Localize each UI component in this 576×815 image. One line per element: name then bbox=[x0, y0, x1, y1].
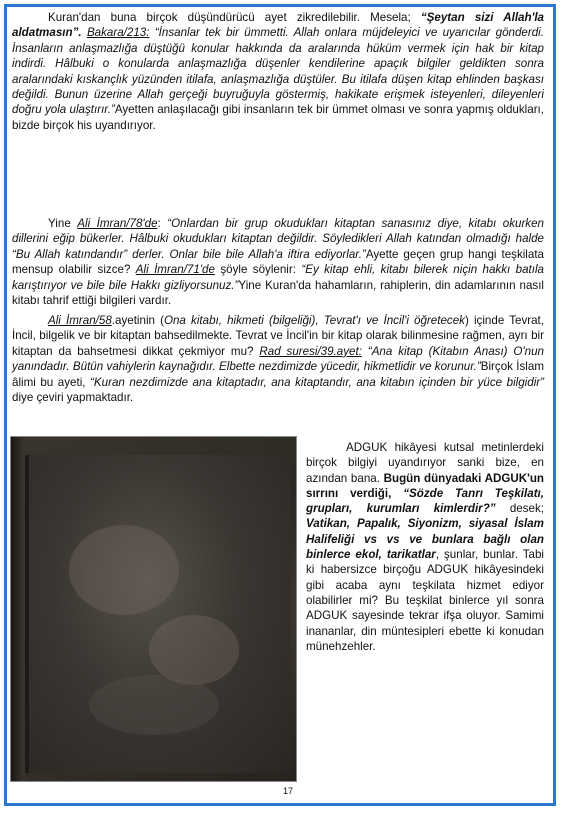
p3-text-4: diye çeviri yapmaktadır. bbox=[12, 391, 134, 405]
p2-reference-2: Ali İmran/71'de bbox=[135, 263, 215, 277]
p3-reference-1: Ali İmran/58 bbox=[48, 314, 112, 327]
p2-question: Ayette geçen grup hangi teşkilata mensup olabilir sizce? bbox=[12, 247, 545, 277]
book-spine bbox=[11, 437, 25, 781]
p2-colon: : bbox=[157, 217, 168, 230]
p3-text-3: Birçok İslam âlimi bu ayeti, bbox=[12, 360, 544, 389]
p2-verse-2: “Ey kitap ehli, kitabı bilerek niçin hakkı batıla karıştırıyor ve bile bile Hakkı gizliyorsunuz.” bbox=[12, 263, 544, 292]
side-text-3: , şunlar, bunlar. Tabi ki habersizce birçoğu ADGUK hikâyesindeki gibi acaba aynı teşkilata hizmet ediyor olabilirler mi? Bu teşkilat binlerce yıl sonra ADGUK sayesinde tekrar ifşa oluyor. Samimi inananlar, din müntesipleri ebette ki konudan münehzehler. bbox=[306, 548, 544, 653]
p1-quote-bold: “Şeytan sizi Allah'la aldatmasın”. bbox=[12, 11, 544, 40]
side-text-2: desek; bbox=[495, 502, 544, 516]
p3-text-2: ) içinde Tevrat, İncil, bilgelik ve bir kitaptan bahsedilmekte. Tevrat ve İncil'in bir kitap olarak bilinmesine rağmen, ayrı bir kitaptan da bahsetmesi dikkat çekmiyor mu? bbox=[12, 314, 544, 358]
p2-comment: Yine Kuran'da hahamların, rahiplerin, din adamlarının nasıl kitabı tahrif ettiği bilgileri vardır. bbox=[12, 278, 544, 308]
p3-verse-1: Ona kitabı, hikmeti (bilgeliği), Tevrat'ı ve İncil'i öğretecek bbox=[163, 314, 465, 327]
side-list: Vatikan, Papalık, Siyonizm, siyasal İslam Halifeliği vs vs ve bunlara bağlı olan binlerce ekol, tarikatlar bbox=[306, 517, 544, 562]
p3-verse-2: “Ana kitap (Kitabın Anası) O'nun yanındadır. Bütün vahiylerin kaynağıdır. Elbette nezdimizde yücedir, hikmetlidir ve korunur.” bbox=[12, 344, 544, 374]
side-bold-text: Bugün dünyadaki ADGUK'un sırrını verdiği, bbox=[306, 471, 545, 500]
side-paragraph bbox=[306, 440, 544, 654]
paragraph-3 bbox=[12, 313, 544, 405]
p2-text: Yine bbox=[48, 217, 78, 230]
p1-text: Kuran'dan buna birçok düşündürücü ayet zikredilebilir. Mesela; bbox=[48, 11, 421, 24]
p2-reference-1: Ali İmran/78'de bbox=[77, 217, 158, 230]
side-text: ADGUK hikâyesi kutsal metinlerdeki birçok bilgiyi uyandırıyor sanki bize, en azından bana. bbox=[306, 441, 544, 485]
p2-text-2: şöyle söylenir: bbox=[214, 263, 302, 277]
p2-verse-1: “Onlardan bir grup okudukları kitaptan sanasınız diye, kitabı okurken dillerini eğip bükerler. Hâlbuki okudukları kitaptan değildir. Söyledikleri Allah katından olmadığı halde “Bu Allah katındandır” derler. Onlar bile bile Allah'a iftira ediyorlar.” bbox=[12, 217, 545, 261]
paragraph-1 bbox=[12, 10, 544, 133]
p3-reference-2: Rad suresi/39.ayet: bbox=[259, 344, 362, 358]
old-book-photo bbox=[10, 436, 297, 782]
p1-reference: Bakara/213: bbox=[86, 26, 150, 40]
p3-text: .ayetinin ( bbox=[111, 314, 164, 327]
book-cover bbox=[25, 455, 291, 773]
p1-comment: Ayetten anlaşılacağı gibi insanların tek bir ümmet olması ve sonra yapmış oldukları, bizde birçok his uyandırıyor. bbox=[12, 103, 544, 132]
p3-quote: “Kuran nezdimizde ana kitaptadır, ana kitaptandır, ana kitabın içinden bir yüce bilgidir” bbox=[90, 375, 544, 389]
page-number: 17 bbox=[282, 786, 293, 796]
paragraph-2 bbox=[12, 216, 544, 308]
p1-verse: “İnsanlar tek bir ümmetti. Allah onlara müjdeleyici ve uyarıcılar gönderdi. İnsanların anlaşmazlığa düştüğü konular hakkında da aralarında hüküm vermek için hak bir kitap indirdi. Hâlbuki o konularda anlaşmazlığa düşenler kendilerine apaçık bilgiler geldikten sonra aralarındaki kıskançlık yüzünden itilafa, anlaşmazlığa düştüler. Bu itilafa düşen kitap ehlinden başkası değildi. Bunun üzerine Allah gerçeği buyruğuyla göstermiş, hakikate erişmek isteyenleri, dileyenleri doğru yola ulaştırır.” bbox=[12, 26, 544, 117]
side-quote: “Sözde Tanrı Teşkilatı, grupları, kurumları kimlerdir?” bbox=[306, 486, 544, 516]
